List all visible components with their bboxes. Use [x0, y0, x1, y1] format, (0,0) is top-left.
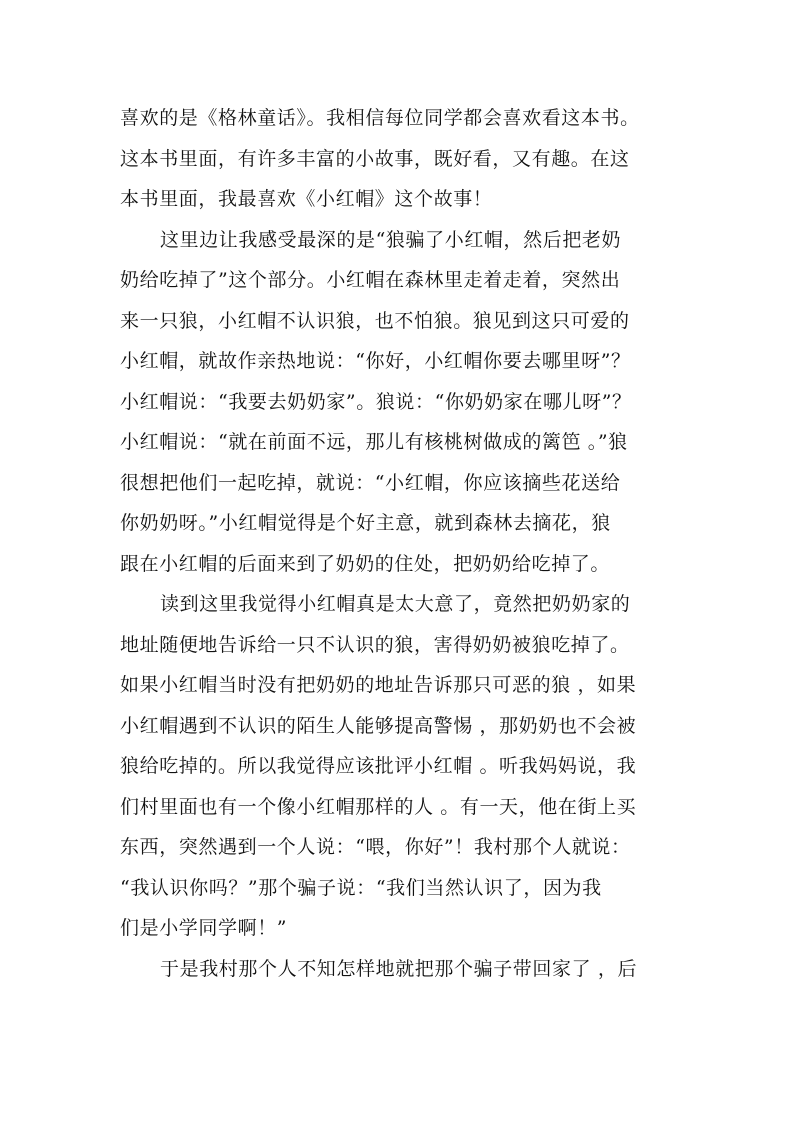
text-line: “我认识你吗？”那个骗子说：“我们当然认识了，因为我 — [120, 876, 602, 899]
text-line: 你奶奶呀。”小红帽觉得是个好主意，就到森林去摘花，狼 — [120, 512, 611, 534]
text-line: 小红帽遇到不认识的陌生人能够提高警惕 ，那奶奶也不会被 — [120, 714, 637, 737]
text-line: 东西，突然遇到一个人说：“喂，你好”！我村那个人就说： — [120, 836, 631, 858]
text-line: 跟在小红帽的后面来到了奶奶的住处，把奶奶给吃掉了。 — [120, 552, 611, 575]
paragraph-start-line: 这里边让我感受最深的是“狼骗了小红帽，然后把老奶 — [160, 228, 622, 251]
text-line: 这本书里面，有许多丰富的小故事，既好看，又有趣。在这 — [120, 147, 630, 170]
text-line: 们村里面也有一个像小红帽那样的人 。有一天，他在街上买 — [120, 795, 637, 818]
text-line: 很想把他们一起吃掉，就说：“小红帽，你应该摘些花送给 — [120, 471, 621, 494]
text-line: 小红帽说：“我要去奶奶家”。狼说：“你奶奶家在哪儿呀”？ — [120, 390, 632, 413]
essay-body — [120, 98, 680, 989]
text-line: 小红帽，就故作亲热地说：“你好，小红帽你要去哪里呀”？ — [120, 350, 631, 372]
text-line: 狼给吃掉的。所以我觉得应该批评小红帽 。听我妈妈说，我 — [120, 755, 637, 777]
text-line: 喜欢的是《格林童话》。我相信每位同学都会喜欢看这本书。 — [120, 107, 640, 129]
text-line: 小红帽说：“就在前面不远，那儿有核桃树做成的篱笆 。”狼 — [120, 431, 628, 453]
text-line: 来一只狼，小红帽不认识狼，也不怕狼。狼见到这只可爱的 — [120, 309, 630, 332]
text-line: 们是小学同学啊！” — [120, 917, 288, 939]
text-line: 如果小红帽当时没有把奶奶的地址告诉那只可恶的狼 ，如果 — [120, 674, 637, 696]
paragraph-start-line: 于是我村那个人不知怎样地就把那个骗子带回家了 ，后 — [160, 957, 638, 980]
paragraph-start-line: 读到这里我觉得小红帽真是太大意了，竟然把奶奶家的 — [160, 593, 631, 615]
text-line: 本书里面，我最喜欢《小红帽》这个故事！ — [120, 188, 493, 210]
text-line: 地址随便地告诉给一只不认识的狼，害得奶奶被狼吃掉了。 — [120, 633, 630, 656]
text-line: 奶给吃掉了”这个部分。小红帽在森林里走着走着，突然出 — [120, 269, 621, 291]
